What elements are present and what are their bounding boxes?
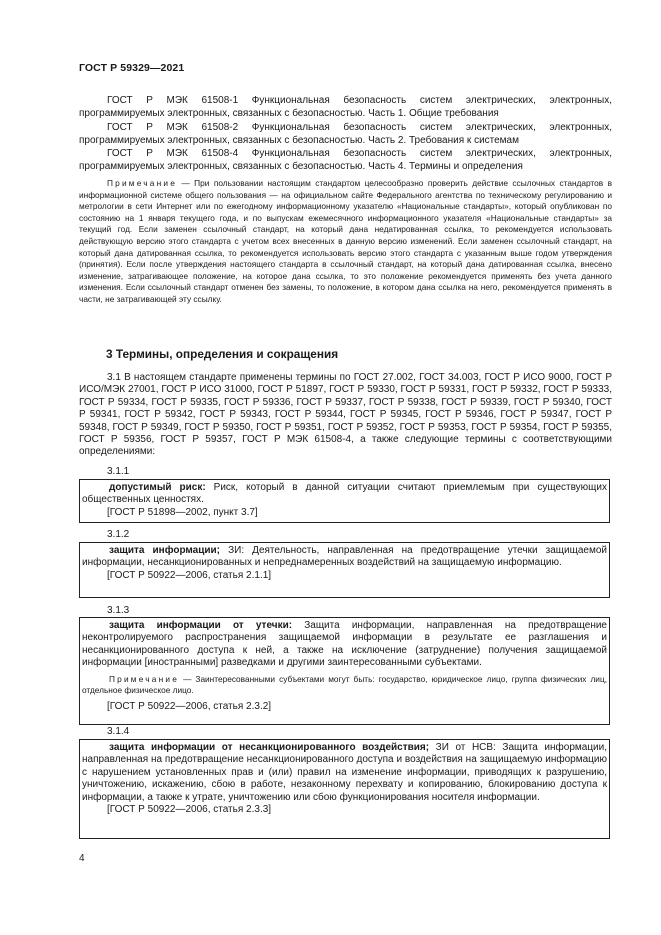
note-label: Примечание [109,673,180,684]
references-note [79,178,612,306]
term-source: [ГОСТ Р 50922—2006, статья 2.3.2] [107,700,272,712]
term-definition [80,620,609,670]
reference-item: ГОСТ Р МЭК 61508-4 Функциональная безопасность систем электрических, электронных, программируемых электронных, связанных с безопасностью. Часть 4. Термины и определения [79,148,612,172]
section-title: 3 Термины, определения и сокращения [106,347,339,361]
reference-item: ГОСТ Р МЭК 61508-1 Функциональная безопасность систем электрических, электронных, программируемых электронных, связанных с безопасностью. Часть 1. Общие требования [79,95,612,119]
document-header: ГОСТ Р 59329—2021 [79,62,185,74]
term-name: защита информации от утечки: [109,620,293,631]
term-box [79,542,610,598]
note-label: Примечание [107,178,178,188]
term-note [80,674,609,697]
term-source: [ГОСТ Р 50922—2006, статья 2.1.1] [107,569,272,581]
term-name: защита информации от несанкционированного воздействия; [109,742,430,753]
term-number: 3.1.3 [107,605,130,616]
term-source: [ГОСТ Р 50922—2006, статья 2.3.3] [107,804,272,816]
note-text: — Заинтересованными субъектами могут быть: государство, юридическое лицо, группа физических лиц, отдельное физическое лицо. [82,673,607,696]
term-number: 3.1.2 [107,529,130,540]
term-definition [80,742,609,804]
normative-references [79,94,612,174]
term-box [79,617,610,725]
term-definition [80,545,609,570]
term-text: Риск, который в данной ситуации считают приемлемым при существующих общественных ценностях. [82,482,607,506]
term-text: Защита информации, направленная на предотвращение неконтролируемого распространения защищаемой информации в результате ее разглашения и несанкционированного доступа к ней, а также на исключение (затруднение) получения защищаемой информации [иностранными] разведками и другими заинтересованными субъектами. [82,620,607,669]
term-text: ЗИ от НСВ: Защита информации, направленная на предотвращение несанкционированного доступа и воздействия на защищаемую информацию с нарушением установленных прав и (или) правил на изменение информации, приводящих к разрушению, уничтожению, искажению, сбою в работе, незаконному перехвату и копированию, блокированию доступа к информации, а также к утрате, уничтожению или сбою функционирования носителя информации. [82,742,608,803]
term-definition [80,482,609,507]
note-text: — При пользовании настоящим стандартом целесообразно проверить действие ссылочных стандартов в информационной системе общего пользования — на официальном сайте Федерального агентства по техническому регулированию и метрологии в сети Интернет или по ежегодному информационному указателю «Национальные стандарты», который опубликован по состоянию на 1 января текущего года, и по выпускам ежемесячного информационного указателя «Национальные стандарты» за текущий год. Если заменен ссылочный стандарт, на который дана недатированная ссылка, то рекомендуется использовать действующую версию этого стандарта с учетом всех внесенных в данную версию изменений. Если заменен ссылочный стандарт, на который дана датированная ссылка, то рекомендуется использовать версию этого стандарта с указанным выше годом утверждения (принятия). Если после утверждения настоящего стандарта в ссылочный стандарт, на который дана датированная ссылка, внесено изменение, затрагивающее положение, на которое дана ссылка, то это положение рекомендуется применять без учета данного изменения. Если ссылочный стандарт отменен без замены, то положение, в котором дана ссылка на него, рекомендуется применять в части, не затрагивающей эту ссылку. [79,178,612,304]
term-name: допустимый риск: [109,482,206,493]
term-source: [ГОСТ Р 51898—2002, пункт 3.7] [107,506,258,518]
term-box [79,739,610,839]
term-number: 3.1.4 [107,726,130,737]
reference-item: ГОСТ Р МЭК 61508-2 Функциональная безопасность систем электрических, электронных, программируемых электронных, связанных с безопасностью. Часть 2. Требования к системам [79,121,612,146]
term-box [79,479,610,523]
term-number: 3.1.1 [107,466,130,477]
term-text: ЗИ: Деятельность, направленная на предотвращение утечки защищаемой информации, несанкционированных и непреднамеренных воздействий на защищаемую информацию. [82,545,607,569]
term-name: защита информации; [109,545,221,556]
section-intro: 3.1 В настоящем стандарте применены термины по ГОСТ 27.002, ГОСТ 34.003, ГОСТ Р ИСО 9000, ГОСТ Р ИСО/МЭК 27001, ГОСТ Р ИСО 31000, ГОСТ Р 51897, ГОСТ Р 59330, ГОСТ Р 59331, ГОСТ Р 59332, ГОСТ Р 59333, ГОСТ Р 59334, ГОСТ Р 59335, ГОСТ Р 59336, ГОСТ Р 59337, ГОСТ Р 59338, ГОСТ Р 59339, ГОСТ Р 59340, ГОСТ Р 59341, ГОСТ Р 59342, ГОСТ Р 59343, ГОСТ Р 59344, ГОСТ Р 59345, ГОСТ Р 59346, ГОСТ Р 59347, ГОСТ Р 59348, ГОСТ Р 59349, ГОСТ Р 59350, ГОСТ Р 59351, ГОСТ Р 59352, ГОСТ Р 59353, ГОСТ Р 59354, ГОСТ Р 59355, ГОСТ Р 59356, ГОСТ Р 59357, ГОСТ Р МЭК 61508-4, а также следующие термины с соответствующими определениями: [79,372,612,458]
page-number: 4 [79,853,85,864]
